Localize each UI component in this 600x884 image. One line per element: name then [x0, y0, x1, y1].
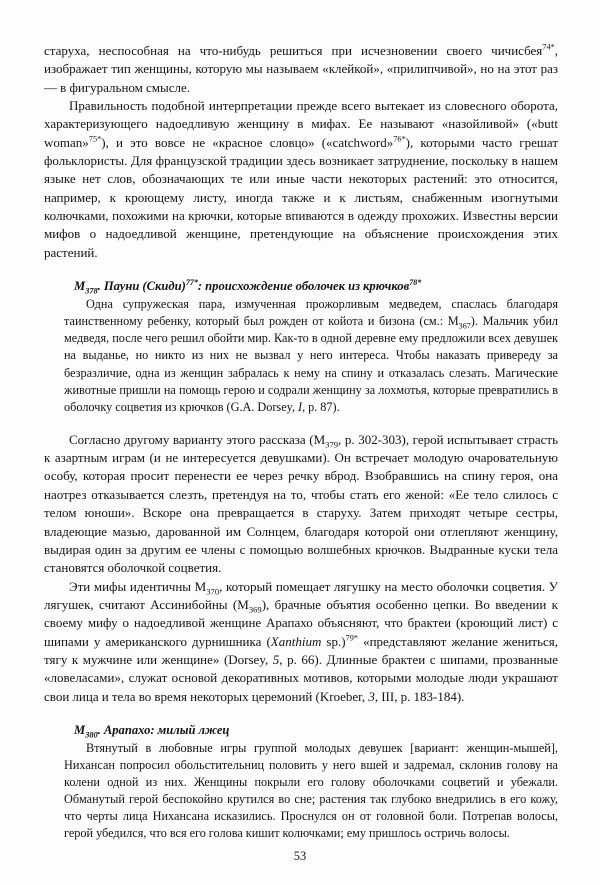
myth-body-m380: Втянутый в любовные игры группой молодых девушек [вариант: женщин-мышей], Нихансан попросил обольстительниц половить у него вшей и задремал, склонив голову на колени одной из них. Женщины покрыли его голову оболочками соцветий и убежали. Обманутый герой беспокойно крутился во сне; растения так глубоко внедрились в его кожу, что черты лица Нихансана исказились. Проснулся он от головной боли. Потрепав волосы, герой убедился, что вся его голова кишит колючками; ему пришлось остричь волосы.	[64, 740, 558, 841]
myth-body-m378	[64, 296, 558, 416]
citation-volume-dorsey: I	[298, 399, 303, 414]
myth-block-m378	[64, 278, 558, 416]
myth-heading-m378	[74, 278, 558, 295]
myth-label-number: 378	[85, 286, 98, 296]
myth-heading-text-b: : происхождение оболочек из крючков	[197, 279, 410, 294]
paragraph-text-4b: , который помещает лягушку на место оболочки соцветия. У лягушек, считают Ассинибойны (М	[44, 578, 558, 612]
footnote-marker-76: 76*	[393, 134, 406, 144]
paragraph-text-4a: Эти мифы идентичны М	[69, 578, 207, 594]
paragraph-text-2c: ), которыми часто грешат фольклористы. Для французской традиции здесь возникает затруднение, поскольку в нашем языке нет слов, обозначающих те или иные части некоторых растений: это относится, например, к кроющему листу, иногда также и к листьям, снабженным изогнутыми колючками, похожими на крючки, которые впиваются в одежду прохожих. Известны версии мифов о надоедливой женщине, претендующие на объяснение происхождения этих растений.	[44, 134, 558, 260]
citation-volume-dorsey-5: 5	[272, 651, 280, 667]
paragraph-text-3b: , p. 302-303), герой испытывает страсть к азартным играм (и не интересуется девушками). Он встречает молодую очаровательную особу, которая просит перенести ее через речку вброд. Взобравшись на спину героя, она наотрез отказывается слезть, претендуя на то, чтобы стать его женой: «Ее тело слилось с телом юноши». Вскоре она превращается в старуху. Затем приходят четыре сестры, владеющие мазью, дарованной им Солнцем, благодаря которой они отлепляют женщину, выдирая один за другим ее члены с помощью волшебных крючков. Выдранные куски тела становятся оболочкой соцветия.	[44, 431, 559, 576]
footnote-marker-79: 79*	[345, 633, 359, 643]
citation-volume-kroeber-3: 3	[368, 688, 375, 704]
paragraph-text-2b: ), и это вовсе не «красное словцо» («catchword»	[101, 134, 394, 150]
page-number: 53	[293, 849, 307, 863]
page-text-block	[44, 42, 558, 843]
myth-body-text-b: ). Мальчик убил медведя, после чего решил обойти мир. Как-то в одной деревне ему предложили всех девушек на выданье, но никто из них не вызвал у него интереса. Чтобы наказать привереду за безразличие, одна из женщин забралась к нему на спину и отказалась слезать. Магические животные пришли на помощь герою и содрали женщину за лохмотья, которые превратились в оболочку соцветия из крючков (G.A. Dorsey,	[64, 314, 558, 414]
myth-ref-367: 367	[458, 321, 471, 331]
paragraph-variant-m379	[44, 431, 558, 578]
footnote-marker-75: 75*	[88, 134, 102, 144]
paragraph-continuation	[44, 42, 558, 97]
paragraph-text-3a: Согласно другому варианту этого рассказа (М	[69, 431, 326, 447]
myth-body-text-c: , p. 87).	[302, 399, 340, 414]
footnote-marker-77: 77*	[185, 277, 198, 287]
myth-ref-369: 369	[248, 604, 262, 615]
paragraph-interpretation	[44, 97, 558, 262]
paragraph-text-4e: «представляют желание жениться, тягу к мужчине или женщине» (Dorsey,	[44, 633, 559, 667]
myth-label-m: M	[74, 722, 86, 737]
paragraph-text-4c: ), брачные объятия особенно цепки. Во введении к своему мифу о надоедливой женщине Арапахо объясняют, что брактеи (кроющий лист) с шипами у американского дурнишника (	[44, 596, 558, 649]
footnote-marker-74: 74*	[542, 42, 555, 52]
myth-ref-379: 379	[325, 439, 339, 450]
myth-block-m380	[64, 722, 558, 843]
paragraph-text-4d: sp.)	[321, 633, 346, 649]
myth-heading-m380	[74, 722, 558, 739]
footnote-marker-78: 78*	[409, 277, 422, 287]
myth-body-text-a: Одна супружеская пара, измученная прожорливым медведем, спаслась благодаря таинственному ребенку, который был рожден от койота и бизона (см.: М	[64, 297, 558, 329]
myth-heading-text: . Арапахо: милый лжец	[97, 722, 230, 737]
paragraph-text-4g: , III, p. 183-184).	[374, 688, 465, 704]
myth-ref-370: 370	[206, 586, 220, 597]
paragraph-text-1a: старуха, неспособная на что-нибудь решиться при исчезновении своего чичисбея	[44, 43, 543, 58]
paragraph-text-4f: , p. 66). Длинные брактеи с шипами, прозванные «ловеласами», служат основой декоративных мотивов, которыми молодые люди украшают свои лица и тела во время некоторых церемоний (Kroeber,	[44, 651, 558, 704]
species-name-xanthium: Xanthium	[270, 633, 322, 649]
myth-heading-text-a: . Пауни (Скиди)	[97, 279, 186, 294]
paragraph-text-1b: , изображает тип женщины, которую мы называем «клейкой», «прилипчивой», но на этот раз — в фигуральном смысле.	[44, 43, 558, 95]
paragraph-text-2a: Правильность подобной интерпретации прежде всего вытекает из словесного оборота, характеризующего надоедливую женщину в мифах. Ее называют «назойливой» («butt woman»	[44, 98, 558, 150]
paragraph-comparison	[44, 578, 558, 706]
myth-label-number: 380	[85, 730, 98, 740]
myth-label-m: M	[74, 279, 86, 294]
